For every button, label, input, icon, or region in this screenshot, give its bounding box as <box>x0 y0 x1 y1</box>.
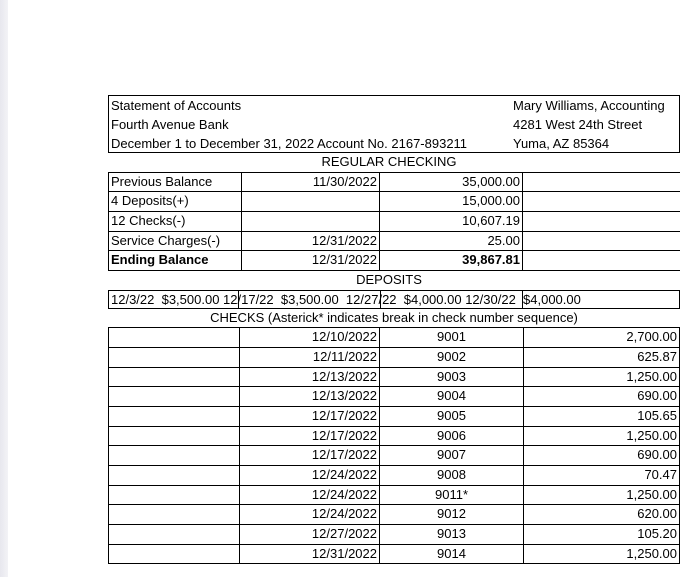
deposits-line: 12/3/22 $3,500.00 12/17/22 $3,500.00 12/27/22 $4,000.00 12/30/22 $4,000.00 <box>111 291 581 307</box>
check-date: 12/17/2022 <box>239 427 380 446</box>
check-blank-cell <box>108 387 240 406</box>
summary-row-ending-balance <box>108 251 680 271</box>
summary-label: Previous Balance <box>108 173 242 192</box>
check-row <box>108 368 680 388</box>
deposits-title: DEPOSITS <box>356 272 422 288</box>
summary-date: 12/31/2022 <box>239 251 380 270</box>
check-blank-cell <box>108 466 240 485</box>
check-amount: 620.00 <box>523 505 680 524</box>
summary-label: Ending Balance <box>108 251 242 270</box>
check-row <box>108 427 680 447</box>
check-amount: 70.47 <box>523 466 680 485</box>
summary-amount: 39,867.81 <box>380 251 523 270</box>
summary-row <box>108 192 680 212</box>
check-number: 9005 <box>380 407 524 426</box>
address-street: 4281 West 24th Street <box>513 117 643 132</box>
check-amount: 1,250.00 <box>523 486 680 505</box>
check-date: 12/31/2022 <box>239 545 380 564</box>
check-date: 12/11/2022 <box>239 348 380 367</box>
check-amount: 1,250.00 <box>523 368 680 387</box>
check-date: 12/17/2022 <box>239 407 380 426</box>
check-date: 12/24/2022 <box>239 505 380 524</box>
check-number: 9007 <box>380 446 524 465</box>
check-number: 9004 <box>380 387 524 406</box>
check-blank-cell <box>108 368 240 387</box>
checking-summary-table <box>108 172 680 271</box>
check-blank-cell <box>108 486 240 505</box>
summary-label: Service Charges(-) <box>108 232 242 251</box>
summary-amount: 10,607.19 <box>380 212 523 231</box>
check-number: 9014 <box>380 545 524 564</box>
deposit-divider <box>522 291 523 308</box>
check-row <box>108 387 680 407</box>
statement-title: Statement of Accounts <box>111 98 242 113</box>
summary-date <box>239 192 380 211</box>
summary-row <box>108 232 680 252</box>
check-date: 12/27/2022 <box>239 525 380 544</box>
check-date: 12/10/2022 <box>239 328 380 347</box>
summary-date <box>239 212 380 231</box>
check-row <box>108 466 680 486</box>
check-date: 12/24/2022 <box>239 466 380 485</box>
check-row <box>108 525 680 545</box>
checks-table <box>108 328 680 564</box>
address-city: Yuma, AZ 85364 <box>513 136 610 151</box>
summary-date: 12/31/2022 <box>239 232 380 251</box>
check-row <box>108 505 680 525</box>
deposit-divider <box>380 291 381 308</box>
check-amount: 625.87 <box>523 348 680 367</box>
regular-checking-title-row <box>108 153 680 172</box>
check-number: 9002 <box>380 348 524 367</box>
summary-amount: 35,000.00 <box>380 173 523 192</box>
check-number: 9001 <box>380 328 524 347</box>
summary-amount: 25.00 <box>380 232 523 251</box>
page-edge <box>0 0 8 577</box>
check-date: 12/17/2022 <box>239 446 380 465</box>
check-blank-cell <box>108 328 240 347</box>
check-amount: 690.00 <box>523 387 680 406</box>
check-blank-cell <box>108 525 240 544</box>
check-blank-cell <box>108 446 240 465</box>
check-row <box>108 545 680 565</box>
deposits-title-row <box>108 271 680 290</box>
summary-date: 11/30/2022 <box>239 173 380 192</box>
check-row <box>108 348 680 368</box>
check-number: 9013 <box>380 525 524 544</box>
regular-checking-title: REGULAR CHECKING <box>321 154 457 169</box>
check-amount: 1,250.00 <box>523 427 680 446</box>
check-number: 9006 <box>380 427 524 446</box>
check-blank-cell <box>108 505 240 524</box>
check-date: 12/24/2022 <box>239 486 380 505</box>
statement-period: December 1 to December 31, 2022 Account No. 2167-893211 <box>111 136 468 151</box>
check-blank-cell <box>108 545 240 564</box>
check-amount: 2,700.00 <box>523 328 680 347</box>
deposit-divider <box>238 291 239 308</box>
check-row <box>108 446 680 466</box>
check-amount: 690.00 <box>523 446 680 465</box>
check-number: 9011* <box>380 486 524 505</box>
check-number: 9003 <box>380 368 524 387</box>
bank-name: Fourth Avenue Bank <box>111 117 229 132</box>
check-amount: 105.65 <box>523 407 680 426</box>
check-row <box>108 407 680 427</box>
statement-sheet <box>108 95 680 564</box>
check-amount: 105.20 <box>523 525 680 544</box>
account-holder: Mary Williams, Accounting <box>513 98 665 113</box>
summary-row <box>108 172 680 193</box>
summary-row <box>108 212 680 232</box>
check-date: 12/13/2022 <box>239 368 380 387</box>
checks-title-row <box>108 309 680 329</box>
check-amount: 1,250.00 <box>523 545 680 564</box>
check-row <box>108 486 680 506</box>
statement-header <box>108 95 680 153</box>
summary-label: 4 Deposits(+) <box>108 192 242 211</box>
checks-title: CHECKS (Asterick* indicates break in check number sequence) <box>210 309 578 325</box>
check-number: 9008 <box>380 466 524 485</box>
check-number: 9012 <box>380 505 524 524</box>
check-blank-cell <box>108 407 240 426</box>
summary-label: 12 Checks(-) <box>108 212 242 231</box>
check-blank-cell <box>108 427 240 446</box>
check-blank-cell <box>108 348 240 367</box>
check-row <box>108 328 680 348</box>
deposits-row <box>108 290 680 309</box>
check-date: 12/13/2022 <box>239 387 380 406</box>
summary-amount: 15,000.00 <box>380 192 523 211</box>
